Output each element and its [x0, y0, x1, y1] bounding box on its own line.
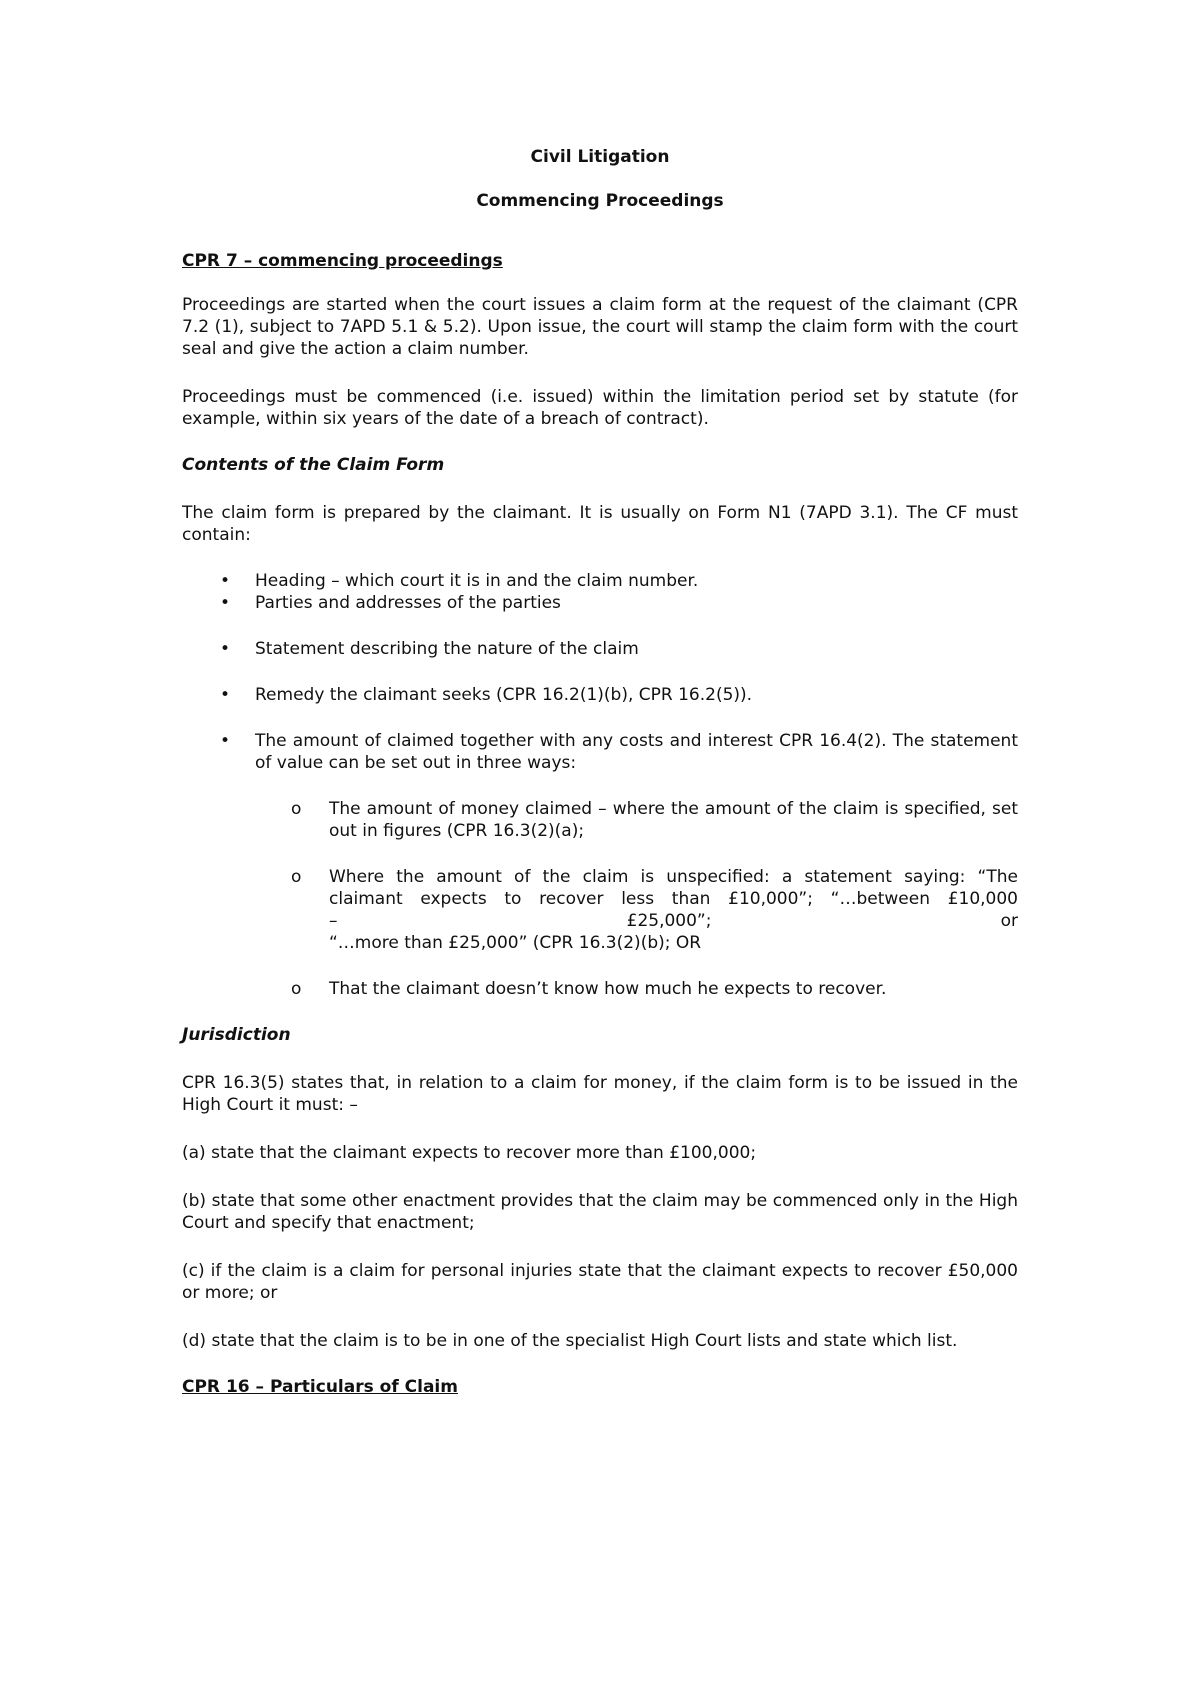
bullet-icon: • [219, 639, 231, 659]
bullet-icon: • [219, 685, 231, 705]
jurisdiction-item-c: (c) if the claim is a claim for personal injuries state that the claimant expects to recover £50,000 or more; or [182, 1261, 1018, 1303]
sub-list-item-text: The amount of money claimed – where the amount of the claim is specified, set out in figures (CPR 16.3(2)(a); [329, 799, 1018, 841]
sub-list-item [255, 978, 1018, 1000]
section-heading-jurisdiction: Jurisdiction [182, 1025, 291, 1045]
jurisdiction-item-d: (d) state that the claim is to be in one of the specialist High Court lists and state which list. [182, 1331, 958, 1351]
paragraph-claim-form-intro: The claim form is prepared by the claimant. It is usually on Form N1 (7APD 3.1). The CF must contain: [182, 503, 1018, 545]
list-item-text: Statement describing the nature of the claim [255, 639, 639, 659]
document-title: Civil Litigation [530, 147, 670, 167]
list-item-text: The amount of claimed together with any costs and interest CPR 16.4(2). The statement of value can be set out in three ways: [255, 731, 1018, 773]
jurisdiction-item-a: (a) state that the claimant expects to recover more than £100,000; [182, 1143, 757, 1163]
sub-list-item [255, 798, 1018, 842]
list-item-text: Heading – which court it is in and the claim number. [255, 571, 699, 591]
sub-list-item-text: That the claimant doesn’t know how much he expects to recover. [329, 979, 887, 999]
title-block [182, 0, 1018, 212]
list-item [182, 570, 1018, 592]
list-item-text: Remedy the claimant seeks (CPR 16.2(1)(b), CPR 16.2(5)). [255, 685, 753, 705]
claim-form-contents-list [182, 570, 1018, 1000]
sub-list-item-text: Where the amount of the claim is unspecified: a statement saying: “The claimant expects to recover less than £10,000”; “…between £10,000 [329, 867, 1018, 909]
sub-list-item-text-continued: “…more than £25,000” (CPR 16.3(2)(b); OR [329, 933, 702, 953]
list-item [182, 638, 1018, 660]
section-heading-claim-form: Contents of the Claim Form [182, 455, 445, 475]
sub-list-item [255, 866, 1018, 954]
section-heading-cpr16: CPR 16 – Particulars of Claim [182, 1377, 458, 1397]
circle-bullet-icon: o [291, 867, 302, 887]
list-item [182, 592, 1018, 614]
section-heading-cpr7: CPR 7 – commencing proceedings [182, 251, 503, 271]
bullet-icon: • [219, 731, 231, 751]
paragraph-proceedings-started: Proceedings are started when the court issues a claim form at the request of the claimant (CPR 7.2 (1), subject to 7APD 5.1 & 5.2). Upon issue, the court will stamp the claim form with the court seal and give the action a claim number. [182, 295, 1018, 359]
bullet-icon: • [219, 593, 231, 613]
document-subtitle: Commencing Proceedings [476, 191, 724, 211]
sub-list-item-text-continued: – £25,000”; or [329, 911, 1018, 931]
list-item-text: Parties and addresses of the parties [255, 593, 561, 613]
paragraph-jurisdiction-intro: CPR 16.3(5) states that, in relation to a claim for money, if the claim form is to be issued in the High Court it must: – [182, 1073, 1018, 1115]
statement-of-value-list [255, 798, 1018, 1000]
list-item [182, 684, 1018, 706]
jurisdiction-item-b: (b) state that some other enactment provides that the claim may be commenced only in the High Court and specify that enactment; [182, 1191, 1018, 1233]
list-item [182, 730, 1018, 1000]
paragraph-limitation-period: Proceedings must be commenced (i.e. issued) within the limitation period set by statute (for example, within six years of the date of a breach of contract). [182, 387, 1018, 429]
bullet-icon: • [219, 571, 231, 591]
circle-bullet-icon: o [291, 979, 302, 999]
circle-bullet-icon: o [291, 799, 302, 819]
